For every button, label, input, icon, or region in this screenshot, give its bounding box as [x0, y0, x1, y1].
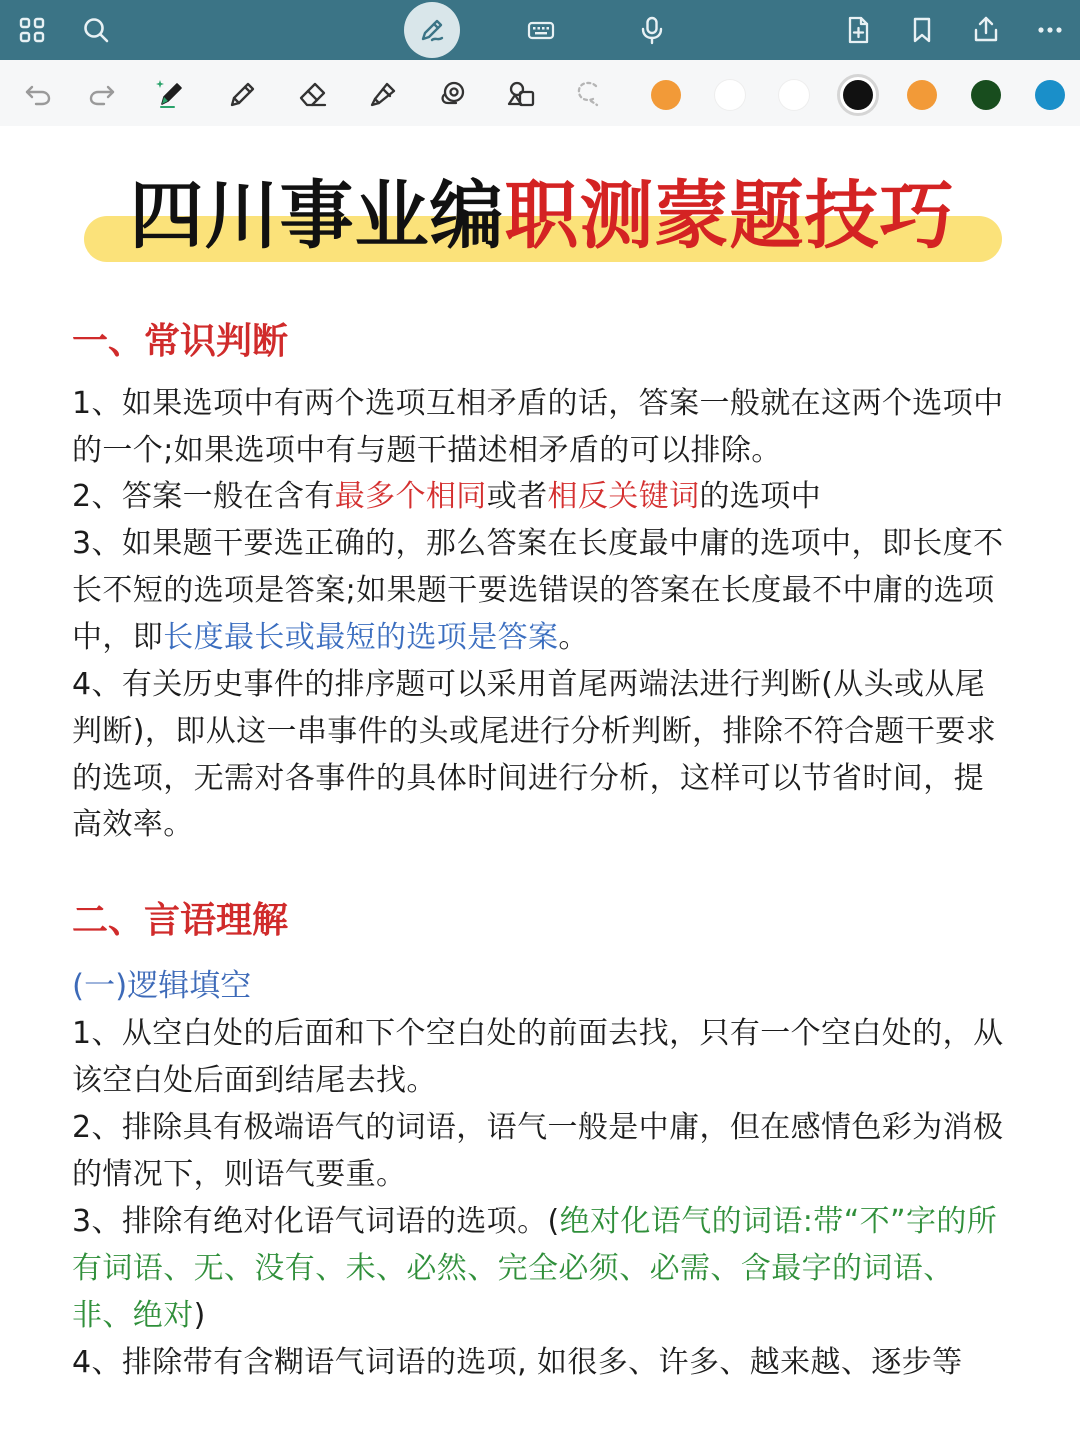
text-run: 。	[558, 619, 589, 655]
ai-pen-icon[interactable]	[148, 72, 192, 116]
text-run: )	[193, 1297, 206, 1333]
pen-toolbar	[0, 60, 1080, 126]
lasso-icon[interactable]	[430, 72, 474, 116]
share-icon[interactable]	[962, 6, 1010, 54]
keyboard-icon[interactable]	[517, 6, 565, 54]
title-part-black: 四川事业编	[129, 173, 505, 259]
search-icon[interactable]	[72, 6, 120, 54]
text-run: 或者	[486, 479, 548, 514]
add-page-icon[interactable]	[834, 6, 882, 54]
highlight-red: 相反关键词	[547, 479, 700, 514]
list-item: 4、有关历史事件的排序题可以采用首尾两端法进行判断(从头或从尾判断)，即从这一串事件的头或尾进行分析判断，排除不符合题干要求的选项，无需对各事件的具体时间进行分析，这样可以节省时间，提高效率。	[72, 667, 997, 843]
eraser-icon[interactable]	[291, 72, 335, 116]
section-heading-common-sense: 一、常识判断	[72, 321, 289, 362]
highlighter-icon[interactable]	[362, 72, 406, 116]
shapes-icon[interactable]	[500, 72, 544, 116]
list-item: 4、排除带有含糊语气词语的选项, 如很多、许多、越来越、逐步等	[72, 1345, 963, 1380]
pencil-icon[interactable]	[220, 72, 264, 116]
text-run: 3、如果题干要选正确的，那么答案在长度最中庸的选项中，即长度不长不短的选项是答案;如果题干要选错误的答案在长度最不中庸的选项中，即	[72, 526, 1004, 655]
more-icon[interactable]	[1026, 6, 1074, 54]
list-item	[72, 1199, 1012, 1339]
color-swatch-white-2[interactable]	[779, 80, 809, 110]
section-heading-verbal: 二、言语理解	[72, 900, 289, 941]
title-part-red: 职测蒙题技巧	[504, 173, 955, 259]
list-item	[72, 521, 1012, 661]
redo-icon[interactable]	[80, 72, 124, 116]
color-swatch-black-selected[interactable]	[837, 74, 879, 116]
document-title	[80, 168, 1004, 268]
list-item: 2、排除具有极端语气的词语，语气一般是中庸，但在感情色彩为消极的情况下，则语气要重。	[72, 1110, 1004, 1192]
highlight-blue: 长度最长或最短的选项是答案	[163, 619, 559, 655]
list-item: 1、从空白处的后面和下个空白处的前面去找，只有一个空白处的，从该空白处后面到结尾去找。	[72, 1016, 1004, 1098]
subsection-heading-logic-fill: (一)逻辑填空	[72, 968, 252, 1004]
color-swatch-orange-2[interactable]	[907, 80, 937, 110]
color-swatch-dark-green[interactable]	[971, 80, 1001, 110]
highlight-green: 绝对化语气的词语:带“不”字的所有词语、无、没有、未、必然、完全必须、必需、含最字的词语、非、绝对	[72, 1204, 998, 1333]
title-text	[80, 168, 1004, 264]
color-swatch-white[interactable]	[715, 80, 745, 110]
top-app-bar	[0, 0, 1080, 60]
color-swatch-blue[interactable]	[1035, 80, 1065, 110]
color-swatch-orange[interactable]	[651, 80, 681, 110]
text-run: 2、答案一般在含有	[72, 479, 335, 514]
list-item	[72, 474, 1012, 521]
lasso-select-icon[interactable]	[566, 72, 610, 116]
list-item: 1、如果选项中有两个选项互相矛盾的话，答案一般就在这两个选项中的一个;如果选项中有与题干描述相矛盾的可以排除。	[72, 386, 1004, 468]
undo-icon[interactable]	[16, 72, 60, 116]
text-run: 3、排除有绝对化语气词语的选项。(	[72, 1204, 560, 1239]
grid-icon[interactable]	[8, 6, 56, 54]
highlight-red: 最多个相同	[334, 479, 487, 514]
text-run: 的选项中	[699, 479, 822, 514]
pen-mode-icon[interactable]	[404, 2, 460, 58]
bookmark-icon[interactable]	[898, 6, 946, 54]
microphone-icon[interactable]	[628, 6, 676, 54]
